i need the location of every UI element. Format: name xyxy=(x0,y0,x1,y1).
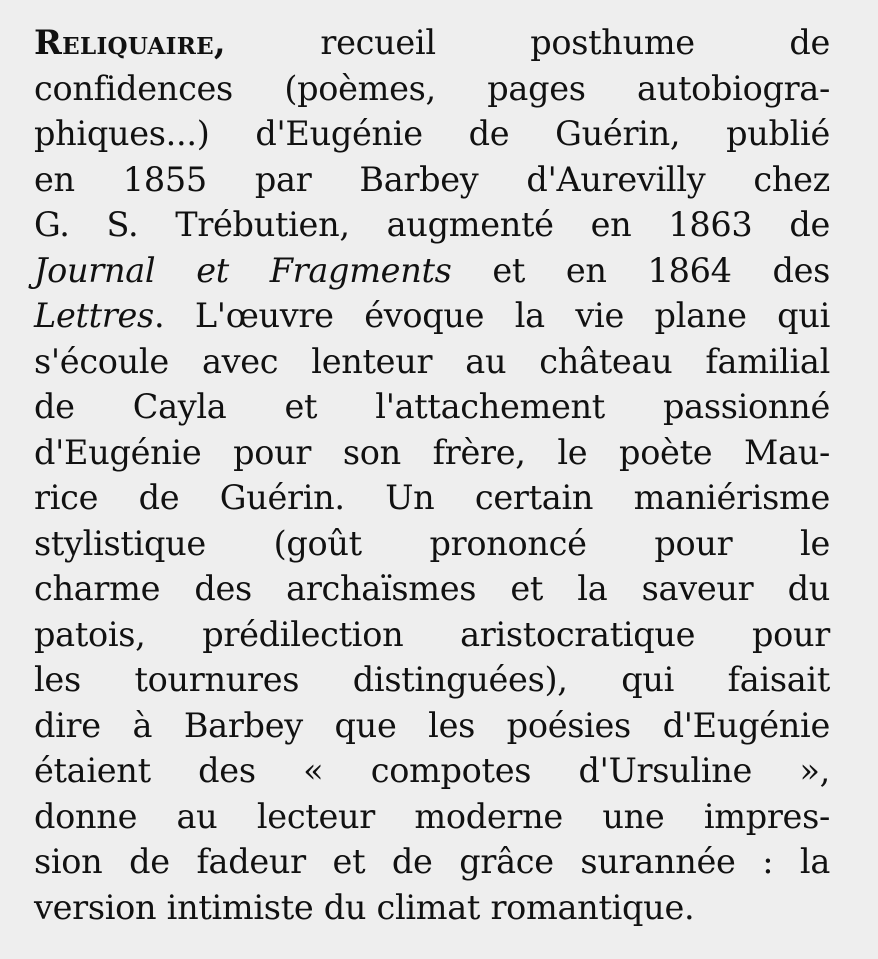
entry-line-7 xyxy=(34,293,830,339)
entry-line-5: G. S. Trébutien, augmenté en 1863 de xyxy=(34,205,830,244)
entry-line-13: charme des archaïsmes et la saveur du xyxy=(34,569,830,608)
entry-line-6 xyxy=(34,248,830,294)
entry-line-9: de Cayla et l'attachement passionné xyxy=(34,387,830,426)
entry-text: recueil posthume de xyxy=(225,23,830,62)
entry-line-16: dire à Barbey que les poésies d'Eugénie xyxy=(34,705,830,745)
entry-line-14: patois, prédilection aristocratique pour xyxy=(34,614,830,654)
entry-line-18: donne au lecteur moderne une impres- xyxy=(34,796,830,836)
work-title-journal: Journal et Fragments xyxy=(34,250,452,290)
entry-text: et en 1864 des xyxy=(451,250,831,290)
entry-text: . L'œuvre évoque la vie plane qui xyxy=(153,296,830,335)
work-title-lettres: Lettres xyxy=(34,296,154,335)
entry-line-15: les tournures distinguées), qui faisait xyxy=(34,660,830,699)
entry-line-8: s'écoule avec lenteur au château familial xyxy=(34,341,830,381)
entry-headword: Reliquaire, xyxy=(34,23,226,62)
dictionary-entry xyxy=(34,20,830,930)
entry-line-1 xyxy=(34,20,830,66)
entry-line-20: version intimiste du climat romantique. xyxy=(34,887,695,927)
entry-line-10: d'Eugénie pour son frère, le poète Mau- xyxy=(34,432,830,472)
entry-line-4: en 1855 par Barbey d'Aurevilly chez xyxy=(34,159,830,199)
entry-line-17: étaient des « compotes d'Ursuline », xyxy=(34,751,830,790)
entry-line-2: confidences (poèmes, pages autobiogra- xyxy=(34,68,830,108)
entry-line-12: stylistique (goût prononcé pour le xyxy=(34,523,830,563)
entry-line-11: rice de Guérin. Un certain maniérisme xyxy=(34,478,830,517)
entry-line-19: sion de fadeur et de grâce surannée : la xyxy=(34,842,830,881)
entry-line-3: phiques...) d'Eugénie de Guérin, publié xyxy=(34,114,830,153)
